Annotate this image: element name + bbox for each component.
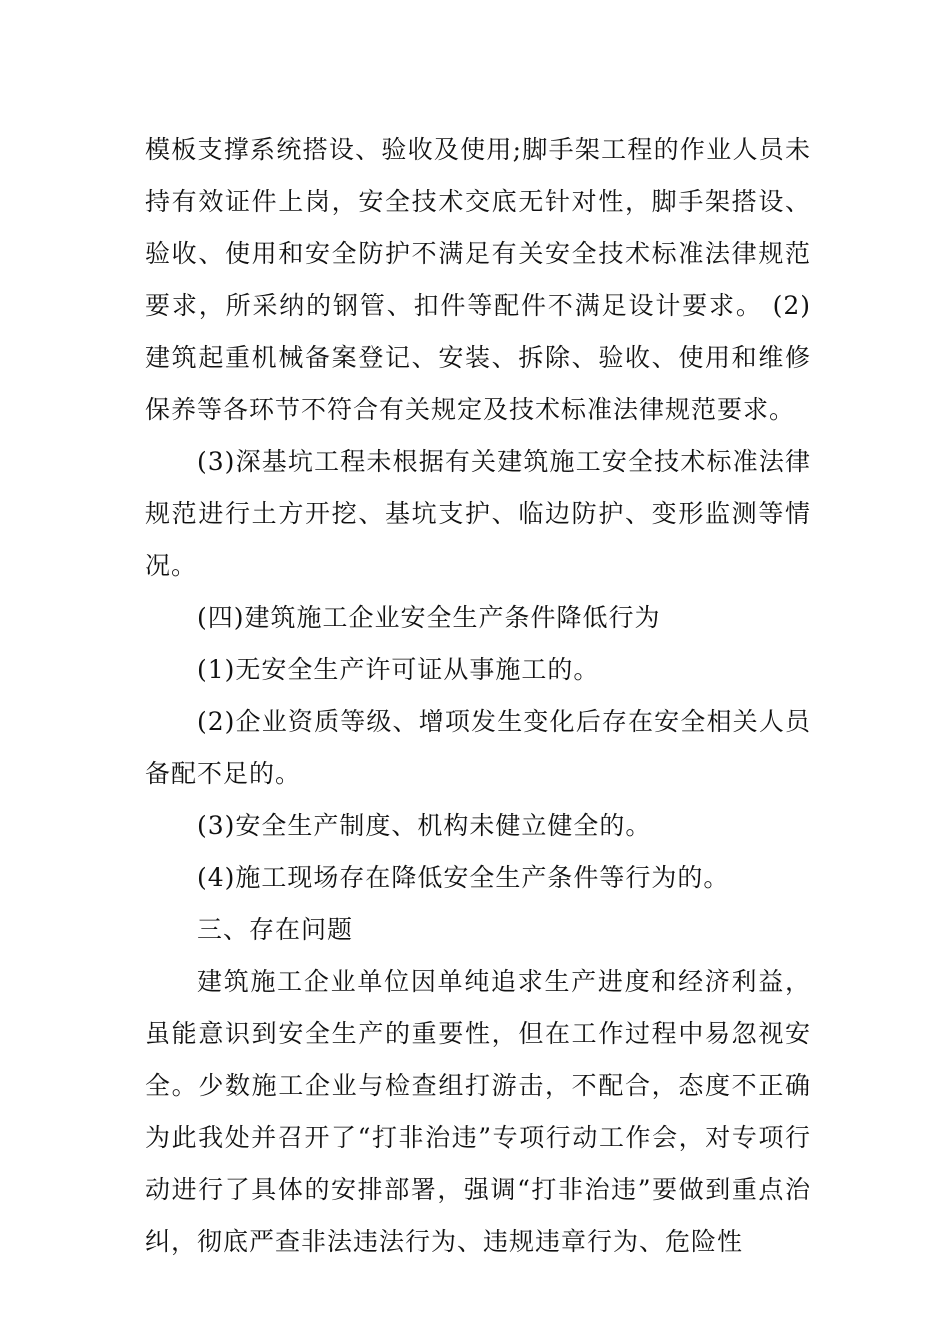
document-body bbox=[145, 124, 811, 1268]
paragraph-item-2: (2)企业资质等级、增项发生变化后存在安全相关人员备配不足的。 bbox=[145, 707, 811, 788]
paragraph-1: 模板支撑系统搭设、验收及使用;脚手架工程的作业人员未持有效证件上岗，安全技术交底无针对性，脚手架搭设、验收、使用和安全防护不满足有关安全技术标准法律规范要求，所采纳的钢管、扣件等配件不满足设计要求。 (2) 建筑起重机械备案登记、安装、拆除、验收、使用和维修保养等各环节不符合有关规定及技术标准法律规范要求。 bbox=[145, 135, 811, 424]
section-heading-4: (四)建筑施工企业安全生产条件降低行为 bbox=[197, 603, 661, 632]
paragraph-2: (3)深基坑工程未根据有关建筑施工安全技术标准法律规范进行土方开挖、基坑支护、临边防护、变形监测等情况。 bbox=[145, 447, 811, 580]
paragraph-item-4: (4)施工现场存在降低安全生产条件等行为的。 bbox=[197, 863, 730, 892]
paragraph-problems: 建筑施工企业单位因单纯追求生产进度和经济利益，虽能意识到安全生产的重要性，但在工作过程中易忽视安全。少数施工企业与检查组打游击，不配合，态度不正确为此我处并召开了“打非治违”专项行动工作会，对专项行动进行了具体的安排部署，强调“打非治违”要做到重点治纠，彻底严查非法违法行为、违规违章行为、危险性 bbox=[145, 967, 811, 1256]
paragraph-item-1: (1)无安全生产许可证从事施工的。 bbox=[197, 655, 600, 684]
paragraph-item-3: (3)安全生产制度、机构未健立健全的。 bbox=[197, 811, 652, 840]
section-heading-3: 三、存在问题 bbox=[197, 915, 354, 944]
